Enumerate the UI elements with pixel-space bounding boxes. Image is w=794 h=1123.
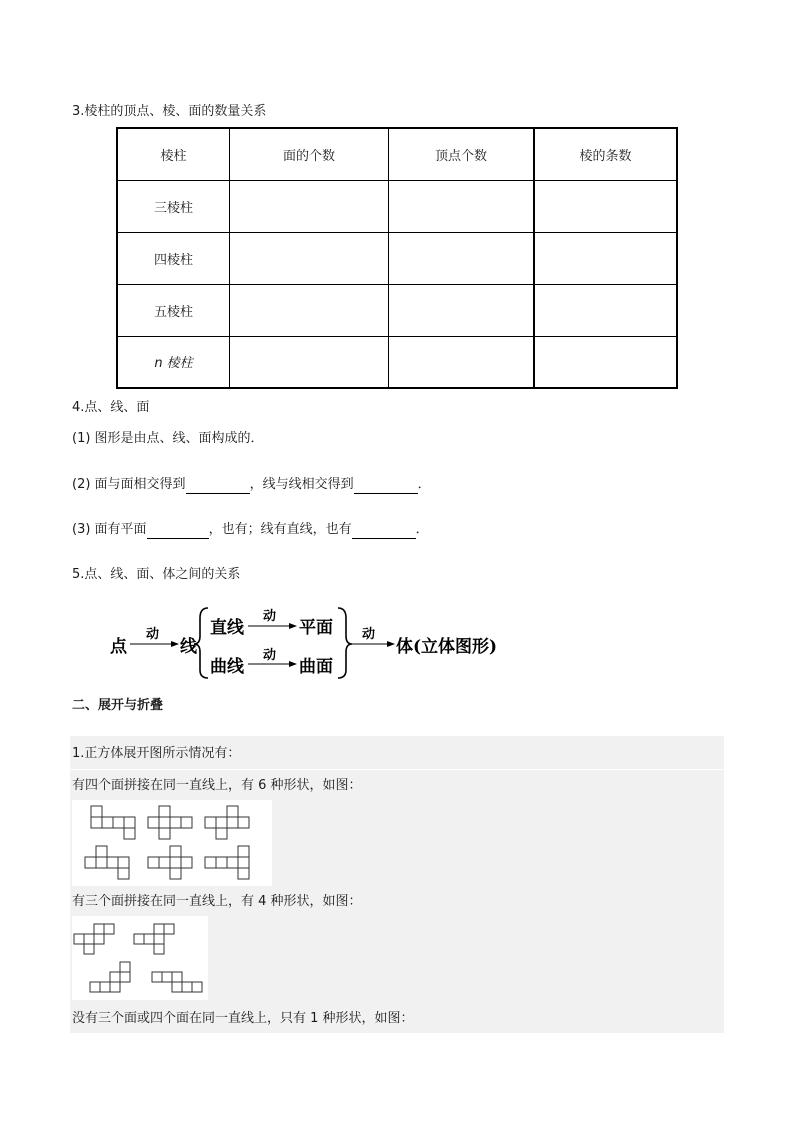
fill-blank[interactable] — [186, 479, 250, 494]
table-cell: 五棱柱 — [117, 284, 230, 336]
fill-blank[interactable] — [354, 479, 418, 494]
diagram-move-label: 动 — [263, 609, 277, 624]
table-cell: 三棱柱 — [117, 180, 230, 232]
cube-nets-figure-1 — [72, 800, 272, 886]
table-cell: n 棱柱 — [117, 336, 230, 388]
table-row — [117, 284, 677, 336]
diagram-plane: 平面 — [299, 618, 333, 638]
table-cell[interactable] — [230, 180, 389, 232]
table-header-cell: 面的个数 — [230, 128, 389, 180]
section3-heading: 3.棱柱的顶点、棱、面的数量关系 — [72, 104, 267, 119]
part2-heading: 二、展开与折叠 — [72, 698, 164, 713]
diagram-move-label: 动 — [362, 627, 376, 642]
table-cell[interactable] — [230, 284, 389, 336]
table-row — [117, 180, 677, 232]
cube-nets-image — [72, 800, 272, 886]
section4-item1: (1) 图形是由点、线、面构成的． — [72, 431, 264, 446]
table-row — [117, 232, 677, 284]
table-cell[interactable] — [230, 232, 389, 284]
fill-blank[interactable] — [147, 524, 209, 539]
table-cell[interactable] — [389, 284, 535, 336]
table-cell[interactable] — [389, 232, 535, 284]
item3-text-b: ，也有；线有直线，也有 — [208, 522, 352, 537]
part2-p3: 有三个面拼接在同一直线上，有 4 种形状，如图： — [72, 894, 362, 909]
table-header-row — [117, 128, 677, 180]
diagram-move-label: 动 — [263, 648, 277, 663]
relation-diagram — [100, 600, 520, 684]
diagram-solid: 体(立体图形) — [396, 637, 498, 657]
item2-text-b: ，线与线相交得到 — [249, 477, 354, 492]
prism-table — [116, 127, 678, 389]
table-cell[interactable] — [230, 336, 389, 388]
left-brace-icon — [194, 608, 208, 678]
section5-heading: 5.点、线、面、体之间的关系 — [72, 567, 241, 582]
table-header-cell: 顶点个数 — [389, 128, 535, 180]
part2-p2: 有四个面拼接在同一直线上，有 6 种形状，如图： — [72, 778, 362, 793]
section4-item3 — [72, 521, 429, 539]
divider — [70, 769, 724, 770]
item3-text-c: ． — [415, 522, 429, 537]
table-header-cell: 棱的条数 — [534, 128, 677, 180]
table-row — [117, 336, 677, 388]
table-cell[interactable] — [534, 284, 677, 336]
table-cell: 四棱柱 — [117, 232, 230, 284]
cube-nets-figure-2 — [72, 916, 208, 1000]
cube-nets-image — [72, 916, 208, 1000]
diagram-curved-surface: 曲面 — [299, 657, 333, 677]
table-cell[interactable] — [389, 180, 535, 232]
section4-item2 — [72, 476, 431, 494]
item2-text-a: (2) 面与面相交得到 — [72, 477, 186, 492]
item2-text-c: ． — [417, 477, 431, 492]
diagram-point: 点 — [110, 637, 127, 657]
section4-heading: 4.点、线、面 — [72, 400, 150, 415]
diagram-line: 线 — [180, 637, 197, 657]
item3-text-a: (3) 面有平面 — [72, 522, 147, 537]
table-cell[interactable] — [534, 180, 677, 232]
part2-p1: 1.正方体展开图所示情况有： — [72, 746, 241, 761]
right-brace-icon — [338, 608, 352, 678]
table-header-cell: 棱柱 — [117, 128, 230, 180]
fill-blank[interactable] — [352, 524, 416, 539]
table-cell[interactable] — [534, 336, 677, 388]
table-cell[interactable] — [534, 232, 677, 284]
diagram-straight-line: 直线 — [210, 618, 244, 638]
part2-p4: 没有三个面或四个面在同一直线上，只有 1 种形状，如图： — [72, 1011, 414, 1026]
diagram-move-label: 动 — [146, 627, 160, 642]
diagram-curve: 曲线 — [210, 657, 244, 677]
table-cell[interactable] — [389, 336, 535, 388]
